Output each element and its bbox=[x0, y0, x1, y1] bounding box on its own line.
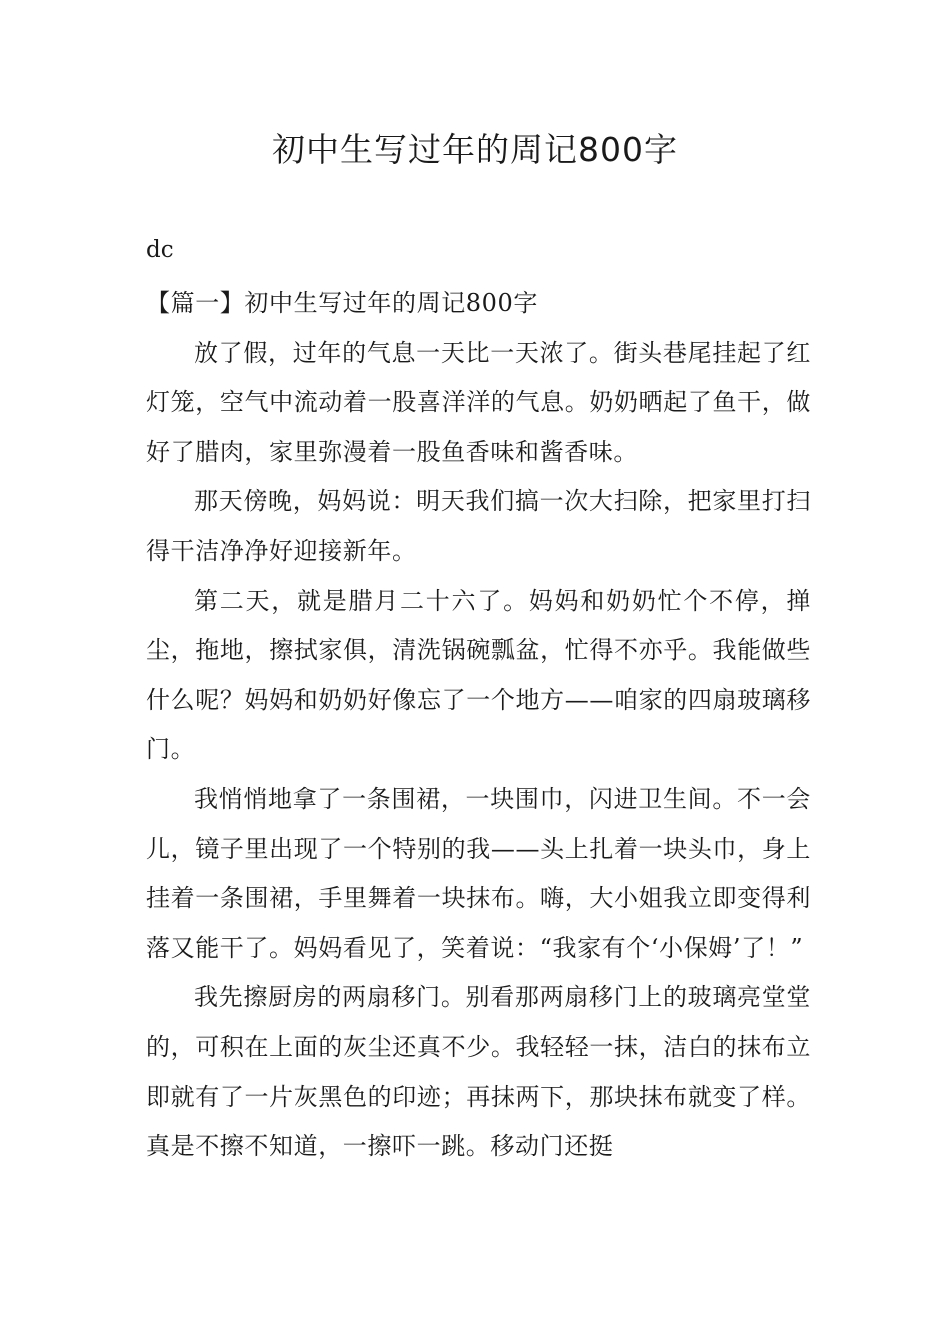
paragraph-1: 放了假，过年的气息一天比一天浓了。街头巷尾挂起了红灯笼，空气中流动着一股喜洋洋的气息。奶奶晒起了鱼干，做好了腊肉，家里弥漫着一股鱼香味和酱香味。 bbox=[146, 338, 811, 466]
paragraph-5: 我先擦厨房的两扇移门。别看那两扇移门上的玻璃亮堂堂的，可积在上面的灰尘还真不少。我轻轻一抹，洁白的抹布立即就有了一片灰黑色的印迹；再抹两下，那块抹布就变了样。真是不擦不知道，一擦吓一跳。移动门还挺 bbox=[146, 983, 811, 1161]
section-heading: 【篇一】初中生写过年的周记800字 bbox=[146, 289, 539, 317]
document-body bbox=[146, 279, 811, 1172]
document-title: 初中生写过年的周记800字 bbox=[272, 130, 678, 169]
paragraph-3: 第二天，就是腊月二十六了。妈妈和奶奶忙个不停，掸尘，拖地，擦拭家俱，清洗锅碗瓢盆，忙得不亦乎。我能做些什么呢？妈妈和奶奶好像忘了一个地方——咱家的四扇玻璃移门。 bbox=[146, 586, 811, 764]
document-author: dc bbox=[146, 237, 174, 263]
paragraph-4: 我悄悄地拿了一条围裙，一块围巾，闪进卫生间。不一会儿，镜子里出现了一个特别的我——头上扎着一块头巾，身上挂着一条围裙，手里舞着一块抹布。嗨，大小姐我立即变得利落又能干了。妈妈看见了，笑着说：“我家有个‘小保姆’了！” bbox=[146, 784, 811, 962]
paragraph-2: 那天傍晚，妈妈说：明天我们搞一次大扫除，把家里打扫得干洁净净好迎接新年。 bbox=[146, 487, 811, 565]
